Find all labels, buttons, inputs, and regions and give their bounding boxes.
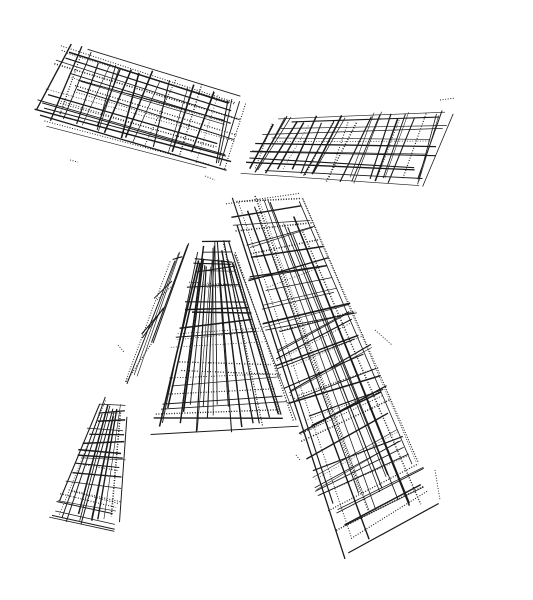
hatch-stroke <box>111 413 120 517</box>
hatch-regions <box>35 44 455 559</box>
hatch-stroke <box>235 254 297 420</box>
hatch-stroke <box>278 123 304 170</box>
hatch-stroke <box>348 504 438 553</box>
right-leg-hatch <box>226 193 439 559</box>
hatch-stroke <box>288 227 388 475</box>
hatch-stroke <box>185 308 248 310</box>
hatch-stroke <box>293 234 398 500</box>
hatch-stroke <box>255 196 368 510</box>
hatch-stroke <box>49 517 114 531</box>
hatch-stroke <box>170 374 268 378</box>
hatch-stroke <box>418 114 437 184</box>
upper-left-bar-hatch <box>35 44 246 170</box>
hatch-stroke <box>228 260 270 418</box>
hatch-stroke <box>134 253 179 375</box>
hatch-stroke <box>272 141 431 142</box>
hatch-stroke <box>125 261 170 382</box>
stray-stroke <box>296 455 300 460</box>
hatch-stroke <box>354 112 382 184</box>
hatch-stroke <box>42 103 226 156</box>
stray-stroke <box>118 345 124 352</box>
hatch-stroke <box>239 203 352 538</box>
hatch-stroke <box>137 252 180 377</box>
stray-stroke <box>440 98 455 100</box>
left-edge-strokes <box>125 243 189 384</box>
hatch-stroke <box>167 389 274 394</box>
hatch-stroke <box>231 206 301 218</box>
upper-right-bar-hatch <box>241 111 454 187</box>
stray-stroke <box>70 160 78 162</box>
stray-stroke <box>375 330 392 345</box>
stray-stroke <box>205 176 215 180</box>
hatch-stroke <box>44 108 221 155</box>
hatch-stroke <box>60 404 100 501</box>
lower-left-leg-hatch <box>49 397 127 531</box>
hatch-stroke <box>423 114 454 187</box>
hatch-stroke <box>313 429 398 477</box>
hatch-stroke <box>237 199 301 202</box>
hatch-stroke <box>87 428 123 431</box>
hatch-stroke <box>38 100 226 155</box>
hatch-stroke <box>248 258 328 281</box>
stray-stroke <box>435 470 440 500</box>
hatch-stroke <box>120 417 127 522</box>
hatch-stroke <box>172 85 194 152</box>
hatch-stroke <box>98 409 117 519</box>
hatch-stroke <box>388 118 415 183</box>
hatch-stroke <box>127 261 175 384</box>
hatch-stroke <box>81 81 225 124</box>
hatch-stroke <box>99 404 125 405</box>
hatch-stroke <box>268 199 380 492</box>
hatch-stroke <box>151 426 299 434</box>
hatch-stroke <box>241 173 420 185</box>
hatch-stroke <box>73 473 122 477</box>
